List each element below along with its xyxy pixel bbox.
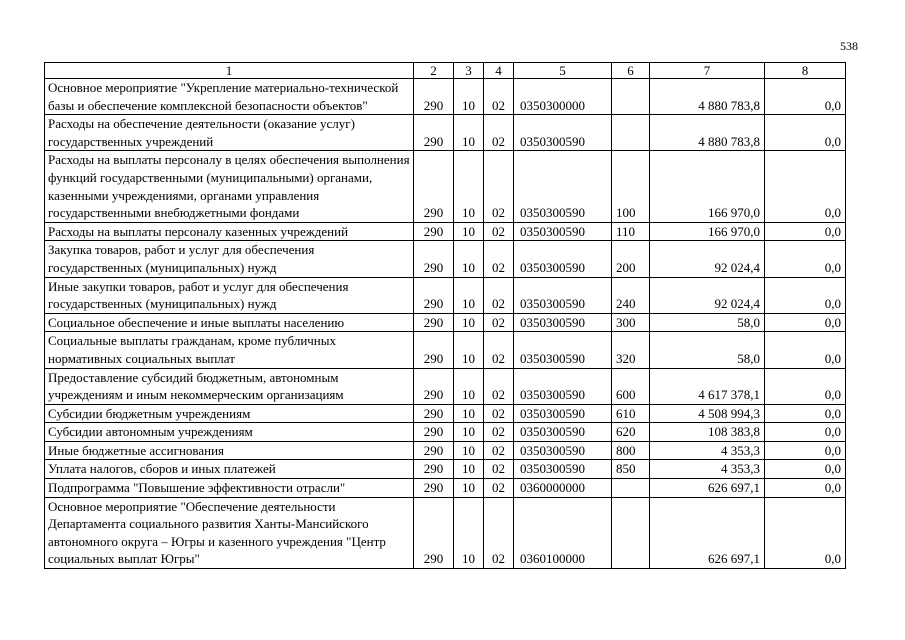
table-row <box>45 404 846 423</box>
target-article-cell: 0350300000 <box>514 79 612 115</box>
amount-2-cell: 0,0 <box>765 423 846 442</box>
amount-2-cell: 0,0 <box>765 277 846 313</box>
row-name-cell: Подпрограмма "Повышение эффективности отрасли" <box>45 479 414 498</box>
row-name-cell: Расходы на обеспечение деятельности (оказание услуг) государственных учреждений <box>45 115 414 151</box>
code-cell: 290 <box>414 79 454 115</box>
section-cell: 10 <box>454 423 484 442</box>
row-name-cell: Расходы на выплаты персоналу в целях обеспечения выполнения функций государственными (муниципальными) органами, казенными учреждениями, органами управления государственными внебюджетными фондами <box>45 151 414 222</box>
section-cell: 10 <box>454 497 484 568</box>
amount-2-cell: 0,0 <box>765 368 846 404</box>
row-name-cell: Основное мероприятие "Укрепление материально-технической базы и обеспечение комплексной безопасности объектов" <box>45 79 414 115</box>
expense-type-cell: 610 <box>612 404 650 423</box>
amount-2-cell: 0,0 <box>765 151 846 222</box>
target-article-cell: 0350300590 <box>514 441 612 460</box>
amount-2-cell: 0,0 <box>765 460 846 479</box>
table-row <box>45 313 846 332</box>
page-number: 538 <box>840 39 858 53</box>
subsection-cell: 02 <box>484 460 514 479</box>
section-cell: 10 <box>454 368 484 404</box>
target-article-cell: 0350300590 <box>514 277 612 313</box>
amount-2-cell: 0,0 <box>765 115 846 151</box>
target-article-cell: 0350300590 <box>514 404 612 423</box>
table-row <box>45 497 846 568</box>
row-name-cell: Закупка товаров, работ и услуг для обеспечения государственных (муниципальных) нужд <box>45 241 414 277</box>
code-cell: 290 <box>414 151 454 222</box>
row-name-cell: Основное мероприятие "Обеспечение деятельности Департамента социального развития Ханты-Мансийского автономного округа – Югры и казенного учреждения "Центр социальных выплат Югры" <box>45 497 414 568</box>
table-row <box>45 277 846 313</box>
amount-cell: 4 880 783,8 <box>650 115 765 151</box>
table-row <box>45 151 846 222</box>
code-cell: 290 <box>414 441 454 460</box>
amount-2-cell: 0,0 <box>765 332 846 368</box>
subsection-cell: 02 <box>484 479 514 498</box>
table-row <box>45 222 846 241</box>
table-row <box>45 460 846 479</box>
row-name-cell: Иные закупки товаров, работ и услуг для обеспечения государственных (муниципальных) нужд <box>45 277 414 313</box>
expense-type-cell: 800 <box>612 441 650 460</box>
target-article-cell: 0360100000 <box>514 497 612 568</box>
target-article-cell: 0350300590 <box>514 241 612 277</box>
row-name-cell: Уплата налогов, сборов и иных платежей <box>45 460 414 479</box>
amount-2-cell: 0,0 <box>765 79 846 115</box>
amount-2-cell: 0,0 <box>765 479 846 498</box>
table-row <box>45 368 846 404</box>
amount-2-cell: 0,0 <box>765 441 846 460</box>
subsection-cell: 02 <box>484 332 514 368</box>
section-cell: 10 <box>454 332 484 368</box>
subsection-cell: 02 <box>484 79 514 115</box>
section-cell: 10 <box>454 277 484 313</box>
row-name-cell: Субсидии автономным учреждениям <box>45 423 414 442</box>
subsection-cell: 02 <box>484 241 514 277</box>
section-cell: 10 <box>454 404 484 423</box>
section-cell: 10 <box>454 441 484 460</box>
expense-type-cell: 100 <box>612 151 650 222</box>
target-article-cell: 0350300590 <box>514 151 612 222</box>
amount-cell: 4 617 378,1 <box>650 368 765 404</box>
budget-table <box>44 62 846 569</box>
row-name-cell: Иные бюджетные ассигнования <box>45 441 414 460</box>
amount-cell: 166 970,0 <box>650 151 765 222</box>
code-cell: 290 <box>414 277 454 313</box>
amount-cell: 626 697,1 <box>650 479 765 498</box>
row-name-cell: Субсидии бюджетным учреждениям <box>45 404 414 423</box>
amount-cell: 58,0 <box>650 332 765 368</box>
table-row <box>45 241 846 277</box>
amount-cell: 166 970,0 <box>650 222 765 241</box>
expense-type-cell <box>612 479 650 498</box>
expense-type-cell: 850 <box>612 460 650 479</box>
amount-2-cell: 0,0 <box>765 404 846 423</box>
amount-2-cell: 0,0 <box>765 222 846 241</box>
table-row <box>45 479 846 498</box>
expense-type-cell <box>612 497 650 568</box>
subsection-cell: 02 <box>484 151 514 222</box>
target-article-cell: 0350300590 <box>514 423 612 442</box>
code-cell: 290 <box>414 423 454 442</box>
header-cell: 8 <box>765 63 846 79</box>
target-article-cell: 0350300590 <box>514 115 612 151</box>
target-article-cell: 0350300590 <box>514 313 612 332</box>
header-cell: 7 <box>650 63 765 79</box>
code-cell: 290 <box>414 479 454 498</box>
subsection-cell: 02 <box>484 313 514 332</box>
target-article-cell: 0350300590 <box>514 460 612 479</box>
header-cell: 5 <box>514 63 612 79</box>
table-row <box>45 423 846 442</box>
header-cell: 3 <box>454 63 484 79</box>
header-cell: 1 <box>45 63 414 79</box>
expense-type-cell: 600 <box>612 368 650 404</box>
table-row <box>45 79 846 115</box>
section-cell: 10 <box>454 79 484 115</box>
table-row <box>45 441 846 460</box>
code-cell: 290 <box>414 241 454 277</box>
row-name-cell: Предоставление субсидий бюджетным, автономным учреждениям и иным некоммерческим организациям <box>45 368 414 404</box>
subsection-cell: 02 <box>484 423 514 442</box>
subsection-cell: 02 <box>484 368 514 404</box>
expense-type-cell: 320 <box>612 332 650 368</box>
subsection-cell: 02 <box>484 497 514 568</box>
section-cell: 10 <box>454 313 484 332</box>
code-cell: 290 <box>414 460 454 479</box>
expense-type-cell: 240 <box>612 277 650 313</box>
header-cell: 6 <box>612 63 650 79</box>
subsection-cell: 02 <box>484 115 514 151</box>
section-cell: 10 <box>454 479 484 498</box>
code-cell: 290 <box>414 332 454 368</box>
section-cell: 10 <box>454 115 484 151</box>
header-cell: 2 <box>414 63 454 79</box>
row-name-cell: Расходы на выплаты персоналу казенных учреждений <box>45 222 414 241</box>
amount-cell: 4 353,3 <box>650 441 765 460</box>
subsection-cell: 02 <box>484 441 514 460</box>
section-cell: 10 <box>454 151 484 222</box>
target-article-cell: 0350300590 <box>514 222 612 241</box>
target-article-cell: 0360000000 <box>514 479 612 498</box>
subsection-cell: 02 <box>484 404 514 423</box>
code-cell: 290 <box>414 115 454 151</box>
expense-type-cell: 620 <box>612 423 650 442</box>
header-cell: 4 <box>484 63 514 79</box>
amount-cell: 626 697,1 <box>650 497 765 568</box>
row-name-cell: Социальные выплаты гражданам, кроме публичных нормативных социальных выплат <box>45 332 414 368</box>
amount-cell: 4 353,3 <box>650 460 765 479</box>
expense-type-cell: 110 <box>612 222 650 241</box>
target-article-cell: 0350300590 <box>514 368 612 404</box>
expense-type-cell <box>612 115 650 151</box>
code-cell: 290 <box>414 313 454 332</box>
expense-type-cell: 200 <box>612 241 650 277</box>
code-cell: 290 <box>414 404 454 423</box>
amount-2-cell: 0,0 <box>765 241 846 277</box>
amount-2-cell: 0,0 <box>765 313 846 332</box>
row-name-cell: Социальное обеспечение и иные выплаты населению <box>45 313 414 332</box>
expense-type-cell <box>612 79 650 115</box>
code-cell: 290 <box>414 497 454 568</box>
amount-cell: 4 508 994,3 <box>650 404 765 423</box>
section-cell: 10 <box>454 241 484 277</box>
amount-cell: 58,0 <box>650 313 765 332</box>
section-cell: 10 <box>454 460 484 479</box>
target-article-cell: 0350300590 <box>514 332 612 368</box>
code-cell: 290 <box>414 222 454 241</box>
code-cell: 290 <box>414 368 454 404</box>
expense-type-cell: 300 <box>612 313 650 332</box>
amount-cell: 108 383,8 <box>650 423 765 442</box>
table-row <box>45 115 846 151</box>
amount-cell: 92 024,4 <box>650 241 765 277</box>
subsection-cell: 02 <box>484 277 514 313</box>
amount-2-cell: 0,0 <box>765 497 846 568</box>
table-row <box>45 332 846 368</box>
section-cell: 10 <box>454 222 484 241</box>
amount-cell: 4 880 783,8 <box>650 79 765 115</box>
table-header-row <box>45 63 846 79</box>
subsection-cell: 02 <box>484 222 514 241</box>
amount-cell: 92 024,4 <box>650 277 765 313</box>
